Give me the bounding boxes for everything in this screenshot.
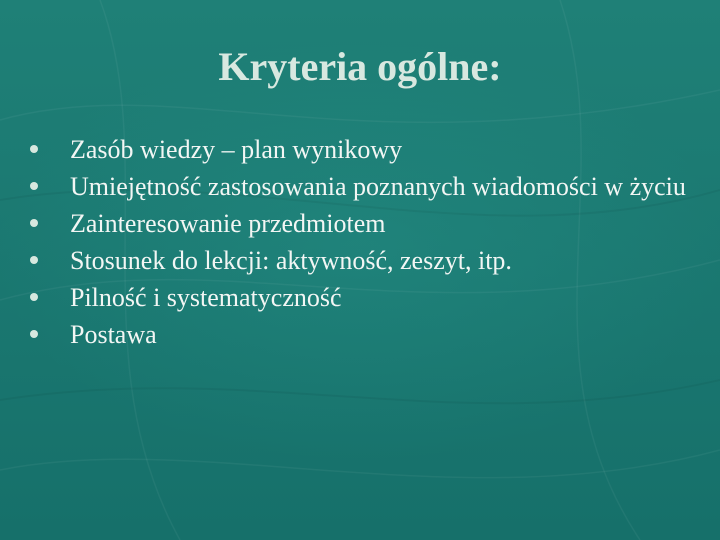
list-item [30,134,690,165]
list-item [30,171,690,202]
bullet-icon [30,330,38,338]
list-item-text: Umiejętność zastosowania poznanych wiadomości w życiu [70,172,686,201]
bullet-icon [30,182,38,190]
list-item-text: Zainteresowanie przedmiotem [70,209,386,238]
bullet-icon [30,293,38,301]
criteria-list [30,134,690,356]
list-item [30,319,690,350]
bullet-icon [30,256,38,264]
list-item-text: Zasób wiedzy – plan wynikowy [70,135,403,164]
list-item [30,208,690,239]
list-item-text: Stosunek do lekcji: aktywność, zeszyt, itp. [70,246,512,275]
list-item-text: Pilność i systematyczność [70,283,342,312]
slide-title: Kryteria ogólne: [218,44,502,89]
bullet-icon [30,219,38,227]
list-item [30,282,690,313]
list-item [30,245,690,276]
list-item-text: Postawa [70,320,157,349]
bullet-icon [30,145,38,153]
